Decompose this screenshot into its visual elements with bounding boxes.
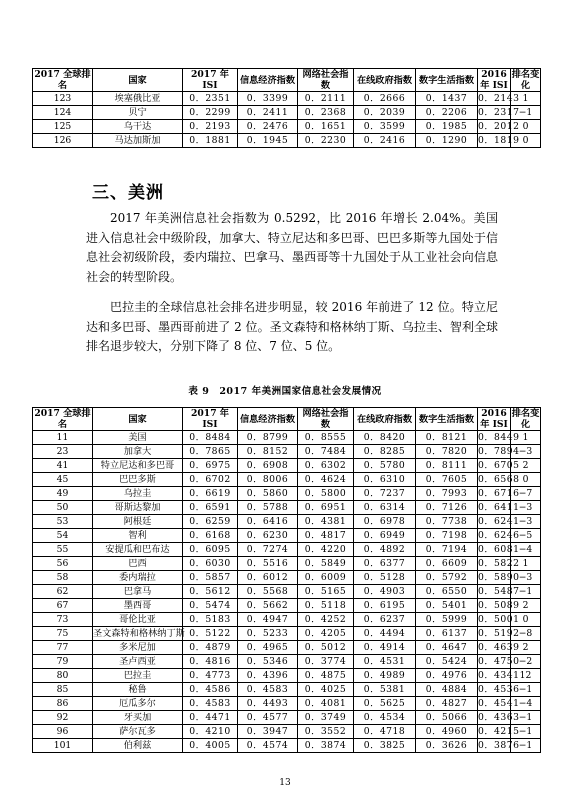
table-cell: 巴拿马 [93,585,183,599]
table-cell: 0．4816 [183,655,238,669]
table-cell: 53 [33,515,93,529]
column-header: 网络社会指数 [298,408,354,431]
table-cell: −1 [511,683,541,697]
table-cell: 0．5890 [478,572,520,583]
table-row [33,515,541,529]
table-row [33,711,541,725]
table-cell: 55 [33,543,93,557]
table-cell: 86 [33,697,93,711]
table-cell: 美国 [93,431,183,445]
table-cell: 墨西哥 [93,599,183,613]
table-cell: 73 [33,613,93,627]
table-cell: 54 [33,529,93,543]
table-cell: 0．5857 [183,571,238,585]
table-cell: 0．4884 [416,683,478,697]
table-cell: 0．2012 [478,121,520,132]
table-cell: 0．6377 [354,557,416,571]
table-cell: −4 [511,697,541,711]
table-cell: 0．5066 [416,711,478,725]
table-cell: −1 [511,106,541,120]
table-row [33,473,541,487]
table-cell: 0．4989 [354,669,416,683]
table-cell: 0．5192 [478,628,520,639]
table-cell: 0．6302 [298,459,354,473]
table-row [33,501,541,515]
column-header: 信息经济指数 [238,69,298,92]
column-header: 2016 年 ISI [478,69,511,92]
table-cell: 0．4903 [354,585,416,599]
table-cell: 12 [511,669,541,683]
table-cell: −4 [511,543,541,557]
table-row [33,106,541,120]
table-cell: 多米尼加 [93,641,183,655]
column-header: 网络社会指数 [298,69,354,92]
table-cell: 0．4586 [183,683,238,697]
table-cell: 0．6195 [354,599,416,613]
table-cell: 0．5233 [238,627,298,641]
table-cell: 80 [33,669,93,683]
table-cell: 50 [33,501,93,515]
column-header: 排名变化 [511,408,540,430]
table-cell: 1 [511,557,541,571]
table-cell: 0．7605 [416,473,478,487]
table-cell: 0 [511,613,541,627]
table-cell: 41 [33,459,93,473]
table-cell: 0．1945 [238,134,298,148]
table-cell: 124 [33,106,93,120]
column-header: 2016 年 ISI [478,408,511,431]
table-cell: 0．2476 [238,120,298,134]
top-table-body [33,92,541,148]
table-row [33,529,541,543]
table-cell: 0．6550 [416,585,478,599]
table-cell: 0．4396 [238,669,298,683]
table-cell: 智利 [93,529,183,543]
table-cell: 0．5183 [183,613,238,627]
table-cell: 巴拉圭 [93,669,183,683]
table-cell: 0．4025 [298,683,354,697]
table-cell: 23 [33,445,93,459]
section-heading: 三、美洲 [92,183,164,203]
table-cell: 0．6951 [298,501,354,515]
table-cell: 埃塞俄比亚 [93,92,183,106]
table-cell: 77 [33,641,93,655]
bottom-data-table [32,407,541,753]
table-cell: 0．5780 [354,459,416,473]
table-cell: 67 [33,599,93,613]
table-row [33,92,541,106]
table-cell: 0．4892 [354,543,416,557]
table-cell: −1 [511,711,541,725]
table-cell: 0．4381 [298,515,354,529]
table-cell: 0．2230 [298,134,354,148]
table-cell: 0．7993 [416,487,478,501]
table-cell: −3 [511,571,541,585]
table-cell: 0．4817 [298,529,354,543]
table-cell: 0．4750 [478,656,520,667]
table-cell: 58 [33,571,93,585]
table-row [33,487,541,501]
table-cell: 0．4252 [298,613,354,627]
table-cell: 0．2143 [478,93,520,104]
table-cell: 0．3774 [298,655,354,669]
table-cell: 0．7126 [416,501,478,515]
table-cell: 0．8555 [298,431,354,445]
table-cell: 0．5346 [238,655,298,669]
table-cell: 0．1437 [416,92,478,106]
table-cell: 0．8121 [416,431,478,445]
table-cell: 0．7820 [416,445,478,459]
table-cell: 0．8799 [238,431,298,445]
table-cell: 0．5381 [354,683,416,697]
table-cell: 秘鲁 [93,683,183,697]
table-cell: 0．6259 [183,515,238,529]
top-data-table [32,68,541,148]
table-cell: 0．6095 [183,543,238,557]
table-cell: 0．5568 [238,585,298,599]
table-cell: 安提瓜和巴布达 [93,543,183,557]
table-cell: 0．1290 [416,134,478,148]
table-cell: 0．5089 [478,600,520,611]
column-header: 数字生活指数 [416,408,478,431]
table-row [33,120,541,134]
table-cell: 0．6030 [183,557,238,571]
column-header: 在线政府指数 [354,69,416,92]
table-cell: 0．5792 [416,571,478,585]
table-cell: 0．2368 [298,106,354,120]
table-cell: 0．4210 [183,725,238,739]
column-header: 国家 [93,408,183,431]
table-cell: 萨尔瓦多 [93,725,183,739]
table-cell: −3 [511,445,541,459]
column-header: 2017 年 ISI [183,69,238,92]
table-cell: 0．4583 [183,697,238,711]
table-cell: 101 [33,739,93,753]
table-cell: 2 [511,599,541,613]
table-cell: 0．3552 [298,725,354,739]
table-cell: 0．4583 [238,683,298,697]
table-row [33,571,541,585]
table-cell: 0．4536 [478,684,520,695]
table-cell: 0．8006 [238,473,298,487]
table-cell: 0．8111 [416,459,478,473]
table-cell: −5 [511,529,541,543]
table-cell: 0．7198 [416,529,478,543]
table-cell: 加拿大 [93,445,183,459]
table-row [33,669,541,683]
table-cell: 0．7484 [298,445,354,459]
table-cell: 0．6619 [183,487,238,501]
table-cell: 0．2206 [416,106,478,120]
table-cell: 0．4960 [416,725,478,739]
table-cell: 0．5118 [298,599,354,613]
paragraph-2: 巴拉圭的全球信息社会排名进步明显，较 2016 年前进了 12 位。特立尼达和多巴哥、墨西哥前进了 2 位。圣文森特和格林纳丁斯、乌拉圭、智利全球排名退步较大，分别下降了 8 位、7 位、5 位。 [86,300,498,353]
table-cell: 1 [511,431,541,445]
table-cell: 0．5612 [183,585,238,599]
table-cell: 0．7894 [478,446,520,457]
table-cell: 0．2299 [183,106,238,120]
table-row [33,431,541,445]
table-cell: 0．2416 [354,134,416,148]
table-cell: 0．3825 [354,739,416,753]
table-cell: 0．4531 [354,655,416,669]
table-row [33,627,541,641]
table-cell: 0．4879 [183,641,238,655]
table-cell: 0．3749 [298,711,354,725]
table-cell: 126 [33,134,93,148]
table-row [33,725,541,739]
table-cell: 0．1651 [298,120,354,134]
table-cell: 0．4363 [478,712,520,723]
table-cell: 0．4541 [478,698,520,709]
table-cell: 0．8152 [238,445,298,459]
table-cell: 0．5860 [238,487,298,501]
table-cell: 62 [33,585,93,599]
table-cell: 0．2193 [183,120,238,134]
table-cell: 0．6012 [238,571,298,585]
table-row [33,655,541,669]
table-cell: 75 [33,627,93,641]
table-cell: 123 [33,92,93,106]
table-cell: −1 [511,739,541,753]
table-cell: 0．5487 [478,586,520,597]
table-cell: 0．5122 [183,627,238,641]
table-cell: 0．2111 [298,92,354,106]
table-cell: −3 [511,515,541,529]
table-row [33,585,541,599]
table-cell: 巴巴多斯 [93,473,183,487]
table-cell: 0 [511,473,541,487]
table-cell: 0．6568 [478,474,520,485]
table-cell: 0．7738 [416,515,478,529]
table-cell: 0．5128 [354,571,416,585]
column-header: 信息经济指数 [238,408,298,431]
bottom-table-body [33,431,541,753]
table-cell: 0．7194 [416,543,478,557]
table-cell: 0．6609 [416,557,478,571]
table-cell: 0．6310 [354,473,416,487]
table-cell: 0．3874 [298,739,354,753]
table-cell: 0 [511,120,541,134]
table-row [33,557,541,571]
table-cell: 0．1819 [478,135,520,146]
table-cell: 79 [33,655,93,669]
table-cell: 0．5849 [298,557,354,571]
table-cell: 0．4827 [416,697,478,711]
table-cell: 0．1985 [416,120,478,134]
table-cell: 0．8449 [478,432,520,443]
table-row [33,641,541,655]
table-cell: 圣文森特和格林纳丁斯 [93,628,185,639]
table-cell: −8 [511,627,541,641]
table-cell: 委内瑞拉 [93,571,183,585]
table-cell: 0．5822 [478,558,520,569]
table-cell: 0．4577 [238,711,298,725]
table-cell: 0．6230 [238,529,298,543]
table-cell: 0．1881 [183,134,238,148]
top-table-header [33,69,541,92]
table-cell: 0．7865 [183,445,238,459]
table-cell: 0．4494 [354,627,416,641]
table-cell: −1 [511,725,541,739]
table-cell: 0．2317 [478,107,520,118]
column-header: 国家 [93,69,183,92]
table-cell: 2 [511,459,541,473]
table-cell: 0．5800 [298,487,354,501]
table-cell: 0．6978 [354,515,416,529]
table-cell: 1 [511,92,541,106]
table-cell: 0．4624 [298,473,354,487]
table-row [33,683,541,697]
table-cell: 0．8420 [354,431,416,445]
table-cell: 0．3399 [238,92,298,106]
table-cell: 0．6591 [183,501,238,515]
table-cell: 125 [33,120,93,134]
table-cell: 45 [33,473,93,487]
table-cell: 0．4875 [298,669,354,683]
column-header: 2017 全球排名 [34,408,91,430]
table-cell: −2 [511,655,541,669]
paragraph-1: 2017 年美洲信息社会指数为 0.5292，比 2016 年增长 2.04%。美国进入信息社会中级阶段，加拿大、特立尼达和多巴哥、巴巴多斯等九国处于信息社会初级阶段，委内瑞拉、巴拿马、墨西哥等十九国处于从工业社会向信息社会的转型阶段。 [86,211,498,284]
table-cell: 马达加斯加 [93,134,183,148]
table-cell: 0．7237 [354,487,416,501]
table-cell: 贝宁 [93,106,183,120]
table-cell: 哥伦比亚 [93,613,183,627]
table-cell: 0．6411 [478,502,520,513]
column-header: 排名变化 [511,69,540,91]
table-cell: 阿根廷 [93,515,183,529]
table-cell: 乌干达 [93,120,183,134]
table-row [33,599,541,613]
table-cell: 0．6975 [183,459,238,473]
table-cell: 厄瓜多尔 [93,697,183,711]
table-cell: 0．4493 [238,697,298,711]
table-cell: 0．6908 [238,459,298,473]
table-cell: 56 [33,557,93,571]
table-cell: 乌拉圭 [93,487,183,501]
table-cell: 0．2039 [354,106,416,120]
table-cell: 0．6314 [354,501,416,515]
table-cell: 0．6137 [416,627,478,641]
table-cell: 0．6241 [478,516,520,527]
table-cell: 0．2411 [238,106,298,120]
table-cell: 0．4914 [354,641,416,655]
table-cell: 0．5788 [238,501,298,515]
table-cell: 0．6081 [478,544,520,555]
table-cell: 0．4215 [478,726,520,737]
table-caption: 表 9 2017 年美洲国家信息社会发展情况 [188,386,382,397]
page-number: 13 [279,778,291,788]
table-cell: 0．4947 [238,613,298,627]
table-cell: 96 [33,725,93,739]
table-cell: 0．6237 [354,613,416,627]
column-header: 在线政府指数 [354,408,416,431]
table-cell: 0．6246 [478,530,520,541]
table-cell: 0 [511,134,541,148]
table-cell: 0．5424 [416,655,478,669]
column-header: 数字生活指数 [416,69,478,92]
table-cell: 0．4965 [238,641,298,655]
table-cell: 0．3947 [238,725,298,739]
table-cell: 0．4005 [183,739,238,753]
table-cell: 0．4205 [298,627,354,641]
table-cell: 11 [33,431,93,445]
table-cell: 0．4718 [354,725,416,739]
table-row [33,613,541,627]
table-cell: 伯利兹 [93,739,183,753]
table-cell: 0．4976 [416,669,478,683]
table-cell: −7 [511,487,541,501]
bottom-table-header [33,408,541,431]
table-cell: 巴西 [93,557,183,571]
table-cell: 0．5474 [183,599,238,613]
table-cell: 0．5012 [298,641,354,655]
table-cell: 圣卢西亚 [93,655,183,669]
table-row [33,543,541,557]
table-cell: 0．4647 [416,641,478,655]
table-cell: 0．7274 [238,543,298,557]
table-cell: 85 [33,683,93,697]
table-cell: 0．5662 [238,599,298,613]
table-cell: 0．5625 [354,697,416,711]
table-row [33,697,541,711]
table-cell: 0．8484 [183,431,238,445]
table-cell: −3 [511,501,541,515]
table-cell: 0．3876 [478,740,520,751]
table-cell: 0．5401 [416,599,478,613]
table-cell: 0．4574 [238,739,298,753]
table-cell: 0．4773 [183,669,238,683]
table-cell: 0．4341 [478,670,520,681]
table-cell: 2 [511,641,541,655]
table-cell: 0．4639 [478,642,520,653]
column-header: 2017 年 ISI [183,408,238,431]
table-cell: 0．6009 [298,571,354,585]
table-row [33,739,541,753]
table-cell: 0．3599 [354,120,416,134]
table-cell: −1 [511,585,541,599]
table-cell: 0．6705 [478,460,520,471]
table-row [33,134,541,148]
table-cell: 0．4471 [183,711,238,725]
table-cell: 0．6702 [183,473,238,487]
table-cell: 0．5516 [238,557,298,571]
table-cell: 0．4534 [354,711,416,725]
table-cell: 49 [33,487,93,501]
table-cell: 0．6716 [478,488,520,499]
table-cell: 0．3626 [416,739,478,753]
table-cell: 0．6168 [183,529,238,543]
table-cell: 特立尼达和多巴哥 [93,459,183,473]
table-cell: 牙买加 [93,711,183,725]
table-row [33,459,541,473]
table-cell: 0．2666 [354,92,416,106]
table-cell: 0．5999 [416,613,478,627]
table-cell: 0．5165 [298,585,354,599]
table-cell: 0．4081 [298,697,354,711]
table-cell: 0．6949 [354,529,416,543]
table-cell: 0．5001 [478,614,520,625]
table-cell: 0．6416 [238,515,298,529]
table-cell: 哥斯达黎加 [93,501,183,515]
table-cell: 92 [33,711,93,725]
column-header: 2017 全球排名 [34,69,91,91]
table-cell: 0．2351 [183,92,238,106]
table-cell: 0．4220 [298,543,354,557]
table-row [33,445,541,459]
table-cell: 0．8285 [354,445,416,459]
